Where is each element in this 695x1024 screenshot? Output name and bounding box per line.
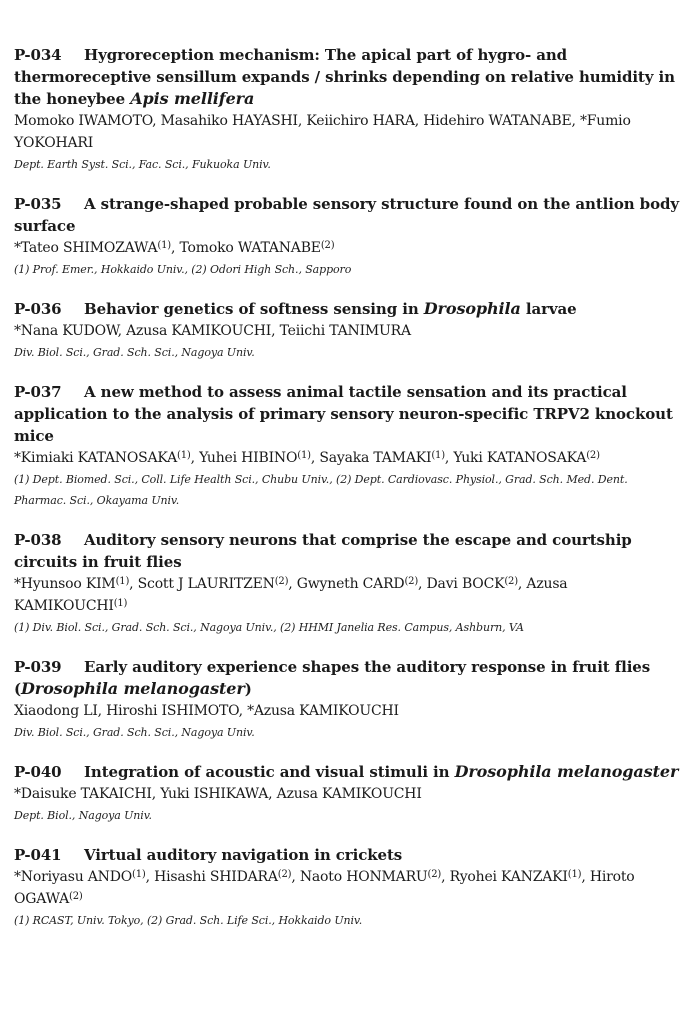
title-text: larvae: [520, 300, 577, 318]
author-name: , Yuki KATANOSAKA: [444, 450, 587, 466]
title-text: Hygroreception mechanism: The apical part of hygro- and thermoreceptive sensillum expands / shrinks depending on relative humidity in the honeybee: [14, 46, 675, 108]
poster-entry: [14, 298, 681, 363]
poster-entry: [14, 761, 681, 826]
poster-code: P-036: [14, 300, 62, 318]
title-text: Early auditory experience shapes the auditory response in fruit flies (: [14, 658, 651, 698]
poster-authors: [14, 866, 681, 910]
poster-title: [14, 381, 681, 447]
affiliation-marker: (1): [567, 869, 582, 880]
affiliation-marker: (1): [157, 240, 171, 251]
poster-affiliation: Div. Biol. Sci., Grad. Sch. Sci., Nagoya Univ.: [14, 726, 255, 739]
title-text: A strange-shaped probable sensory structure found on the antlion body surface: [14, 195, 679, 235]
poster-affiliation: (1) Div. Biol. Sci., Grad. Sch. Sci., Nagoya Univ., (2) HHMI Janelia Res. Campus, Ashburn, VA: [14, 621, 524, 634]
author-name: , Azusa KAMIKOUCHI: [14, 576, 568, 614]
poster-title: [14, 656, 681, 700]
poster-entry: [14, 529, 681, 638]
affiliation-marker: (1): [431, 450, 445, 461]
poster-authors: Xiaodong LI, Hiroshi ISHIMOTO, *Azusa KAMIKOUCHI: [14, 703, 399, 719]
affiliation-marker: (2): [274, 576, 289, 587]
poster-authors: [14, 237, 681, 259]
author-name: *Tateo SHIMOZAWA: [14, 240, 158, 256]
affiliation-marker: (2): [69, 891, 83, 902]
poster-title: [14, 298, 681, 320]
poster-code: P-034: [14, 46, 62, 64]
author-name: , Ryohei KANZAKI: [441, 869, 568, 885]
author-name: , Tomoko WATANABE: [170, 240, 321, 256]
poster-code: P-037: [14, 383, 62, 401]
affiliation-marker: (1): [177, 450, 191, 461]
affiliation-marker: (1): [297, 450, 311, 461]
poster-affiliation: Div. Biol. Sci., Grad. Sch. Sci., Nagoya Univ.: [14, 346, 255, 359]
title-species-name: Apis mellifera: [130, 89, 255, 108]
poster-code: P-038: [14, 531, 62, 549]
poster-entry: [14, 193, 681, 280]
affiliation-marker: (2): [277, 869, 292, 880]
author-name: , Yuhei HIBINO: [190, 450, 298, 466]
poster-code: P-041: [14, 846, 62, 864]
title-text: Behavior genetics of softness sensing in: [84, 300, 424, 318]
affiliation-marker: (2): [504, 576, 518, 587]
poster-entry: [14, 844, 681, 931]
author-name: , Hisashi SHIDARA: [145, 869, 278, 885]
poster-affiliation: Dept. Earth Syst. Sci., Fac. Sci., Fukuoka Univ.: [14, 158, 271, 171]
poster-title: [14, 44, 681, 110]
title-text: Auditory sensory neurons that comprise the escape and courtship circuits in fruit flies: [14, 531, 632, 571]
poster-title: [14, 193, 681, 237]
author-name: , Hiroto OGAWA: [14, 869, 635, 907]
poster-authors: [14, 447, 681, 469]
title-text: ): [244, 680, 252, 698]
poster-affiliation: (1) Dept. Biomed. Sci., Coll. Life Health Sci., Chubu Univ., (2) Dept. Cardiovasc. Physiol., Grad. Sch. Med. Dent. Pharmac. Sci., Okayama Univ.: [14, 473, 628, 507]
poster-entry: [14, 381, 681, 511]
title-text: Integration of acoustic and visual stimuli in: [84, 763, 455, 781]
poster-code: P-040: [14, 763, 62, 781]
poster-title: [14, 529, 681, 573]
poster-authors: Momoko IWAMOTO, Masahiko HAYASHI, Keiichiro HARA, Hidehiro WATANABE, *Fumio YOKOHARI: [14, 113, 631, 151]
author-name: *Hyunsoo KIM: [14, 576, 116, 592]
poster-code: P-035: [14, 195, 62, 213]
affiliation-marker: (2): [404, 576, 419, 587]
title-species-name: Drosophila: [423, 299, 521, 318]
poster-entry: [14, 44, 681, 175]
author-name: , Sayaka TAMAKI: [310, 450, 432, 466]
poster-affiliation: (1) RCAST, Univ. Tokyo, (2) Grad. Sch. Life Sci., Hokkaido Univ.: [14, 914, 363, 927]
author-name: , Gwyneth CARD: [288, 576, 405, 592]
poster-affiliation: (1) Prof. Emer., Hokkaido Univ., (2) Odori High Sch., Sapporo: [14, 263, 352, 276]
poster-code: P-039: [14, 658, 62, 676]
author-name: , Scott J LAURITZEN: [129, 576, 275, 592]
affiliation-marker: (1): [132, 869, 146, 880]
poster-authors: [14, 573, 681, 617]
author-name: , Davi BOCK: [418, 576, 505, 592]
affiliation-marker: (1): [113, 598, 128, 609]
affiliation-marker: (2): [586, 450, 600, 461]
title-species-name: Drosophila melanogaster: [21, 679, 245, 698]
poster-entry: [14, 656, 681, 743]
title-text: A new method to assess animal tactile sensation and its practical application to the analysis of primary sensory neuron-specific TRPV2 knockout mice: [14, 383, 673, 445]
poster-authors: *Nana KUDOW, Azusa KAMIKOUCHI, Teiichi TANIMURA: [14, 323, 411, 339]
author-name: *Noriyasu ANDO: [14, 869, 133, 885]
poster-authors: *Daisuke TAKAICHI, Yuki ISHIKAWA, Azusa KAMIKOUCHI: [14, 786, 422, 802]
author-name: *Kimiaki KATANOSAKA: [14, 450, 177, 466]
affiliation-marker: (2): [427, 869, 442, 880]
affiliation-marker: (2): [320, 240, 335, 251]
poster-affiliation: Dept. Biol., Nagoya Univ.: [14, 809, 152, 822]
title-text: Virtual auditory navigation in crickets: [84, 846, 403, 864]
affiliation-marker: (1): [115, 576, 130, 587]
title-species-name: Drosophila melanogaster: [454, 762, 679, 781]
poster-title: [14, 844, 681, 866]
poster-title: [14, 761, 681, 783]
author-name: , Naoto HONMARU: [291, 869, 428, 885]
